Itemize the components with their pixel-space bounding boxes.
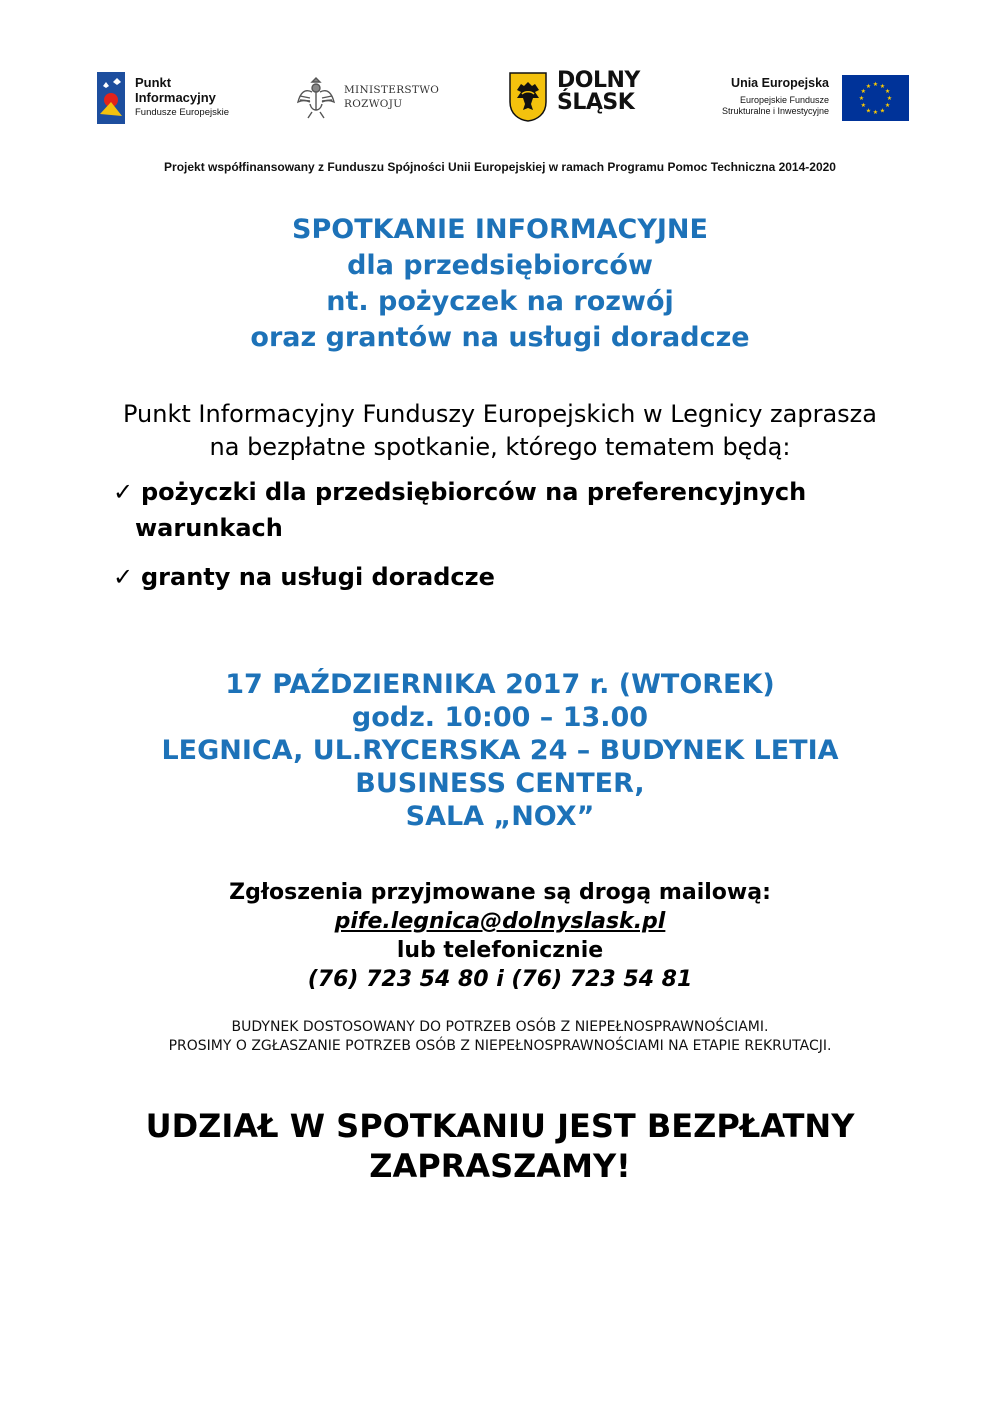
eu-star-icon: ★ xyxy=(884,102,891,110)
dolny-slask-logo-line2: ŚLĄSK xyxy=(557,90,635,115)
eu-star-icon: ★ xyxy=(879,107,886,115)
eu-star-icon: ★ xyxy=(879,83,886,91)
unia-logo-line3: Strukturalne i Inwestycyjne xyxy=(721,105,829,116)
topic-1-line1: pożyczki dla przedsiębiorców na preferencyjnych xyxy=(141,478,807,506)
eu-star-icon: ★ xyxy=(860,88,867,96)
list-item xyxy=(113,474,913,546)
eu-star-icon: ★ xyxy=(872,81,879,89)
eu-star-icon: ★ xyxy=(865,107,872,115)
event-address-line2: BUSINESS CENTER, xyxy=(355,768,645,799)
title-line1: SPOTKANIE INFORMACYJNE xyxy=(292,214,708,245)
notice-line2: PROSIMY O ZGŁASZANIE POTRZEB OSÓB Z NIEPEŁNOSPRAWNOŚCIAMI NA ETAPIE REKRUTACJI. xyxy=(168,1038,832,1054)
eu-star-icon: ★ xyxy=(884,88,891,96)
title-line3: nt. pożyczek na rozwój xyxy=(326,286,674,317)
polish-eagle-icon xyxy=(296,72,336,122)
unia-logo-line1: Unia Europejska xyxy=(731,76,829,90)
unia-europejska-logo xyxy=(703,68,909,130)
page-title xyxy=(0,212,1000,356)
eu-star-icon: ★ xyxy=(865,83,872,91)
eu-star-icon: ★ xyxy=(872,109,879,117)
dolny-slask-eagle-shield-icon xyxy=(509,72,547,122)
list-item xyxy=(113,559,913,595)
topic-list xyxy=(113,474,913,595)
eu-star-icon: ★ xyxy=(858,95,865,103)
contact-phone-numbers: (76) 723 54 80 i (76) 723 54 81 xyxy=(307,967,693,992)
project-funding-line: Projekt współfinansowany z Funduszu Spójności Unii Europejskiej w ramach Programu Pomoc Techniczna 2014-2020 xyxy=(164,160,836,174)
checkmark-icon: ✓ xyxy=(113,478,134,506)
registration-contact xyxy=(0,878,1000,994)
contact-line1: Zgłoszenia przyjmowane są drogą mailową: xyxy=(229,880,771,905)
event-time: godz. 10:00 – 13.00 xyxy=(351,702,649,733)
contact-phone-line xyxy=(0,936,1000,994)
logo-row xyxy=(0,68,1000,130)
punkt-logo-line1: Punkt xyxy=(135,75,172,90)
footer-call-to-action xyxy=(0,1106,1000,1186)
punkt-logo-line3: Fundusze Europejskie xyxy=(135,106,229,118)
event-room: SALA „NOX” xyxy=(405,801,595,832)
title-line4: oraz grantów na usługi doradcze xyxy=(250,322,750,353)
punkt-informacyjny-emblem-icon xyxy=(97,72,125,124)
accessibility-notice xyxy=(0,1018,1000,1056)
dolny-slask-logo xyxy=(509,68,649,130)
event-address-line1: LEGNICA, UL.RYCERSKA 24 – BUDYNEK LETIA xyxy=(161,735,839,766)
contact-phone-prefix: lub telefonicznie xyxy=(396,938,604,963)
footer-line1: UDZIAŁ W SPOTKANIU JEST BEZPŁATNY xyxy=(145,1107,855,1145)
punkt-informacyjny-logo xyxy=(97,68,257,130)
notice-line1: BUDYNEK DOSTOSOWANY DO POTRZEB OSÓB Z NIEPEŁNOSPRAWNOŚCIAMI. xyxy=(231,1019,769,1035)
topic-1-line2: warunkach xyxy=(135,514,283,542)
ministerstwo-logo-line2: ROZWOJU xyxy=(344,98,403,111)
footer-line2: ZAPRASZAMY! xyxy=(369,1147,631,1185)
ministerstwo-rozwoju-logo xyxy=(296,68,446,130)
ministerstwo-logo-line1: MINISTERSTWO xyxy=(344,84,440,96)
title-line2: dla przedsiębiorców xyxy=(347,250,653,281)
eu-star-icon: ★ xyxy=(860,102,867,110)
unia-logo-line2: Europejskie Fundusze xyxy=(739,95,829,105)
punkt-logo-line2: Informacyjny xyxy=(135,89,216,105)
intro-line1: Punkt Informacyjny Funduszy Europejskich w Legnicy zaprasza xyxy=(123,400,877,428)
eu-star-icon: ★ xyxy=(886,95,893,103)
eu-flag-icon xyxy=(842,75,909,121)
event-date: 17 PAŹDZIERNIKA 2017 r. (WTOREK) xyxy=(225,669,775,700)
intro-text xyxy=(0,398,1000,464)
event-details xyxy=(0,668,1000,833)
topic-2: granty na usługi doradcze xyxy=(141,563,495,591)
checkmark-icon: ✓ xyxy=(113,563,134,591)
contact-email-link[interactable]: pife.legnica@dolnyslask.pl xyxy=(334,909,666,934)
intro-line2: na bezpłatne spotkanie, którego tematem będą: xyxy=(209,433,791,461)
dolny-slask-logo-line1: DOLNY xyxy=(557,68,640,93)
